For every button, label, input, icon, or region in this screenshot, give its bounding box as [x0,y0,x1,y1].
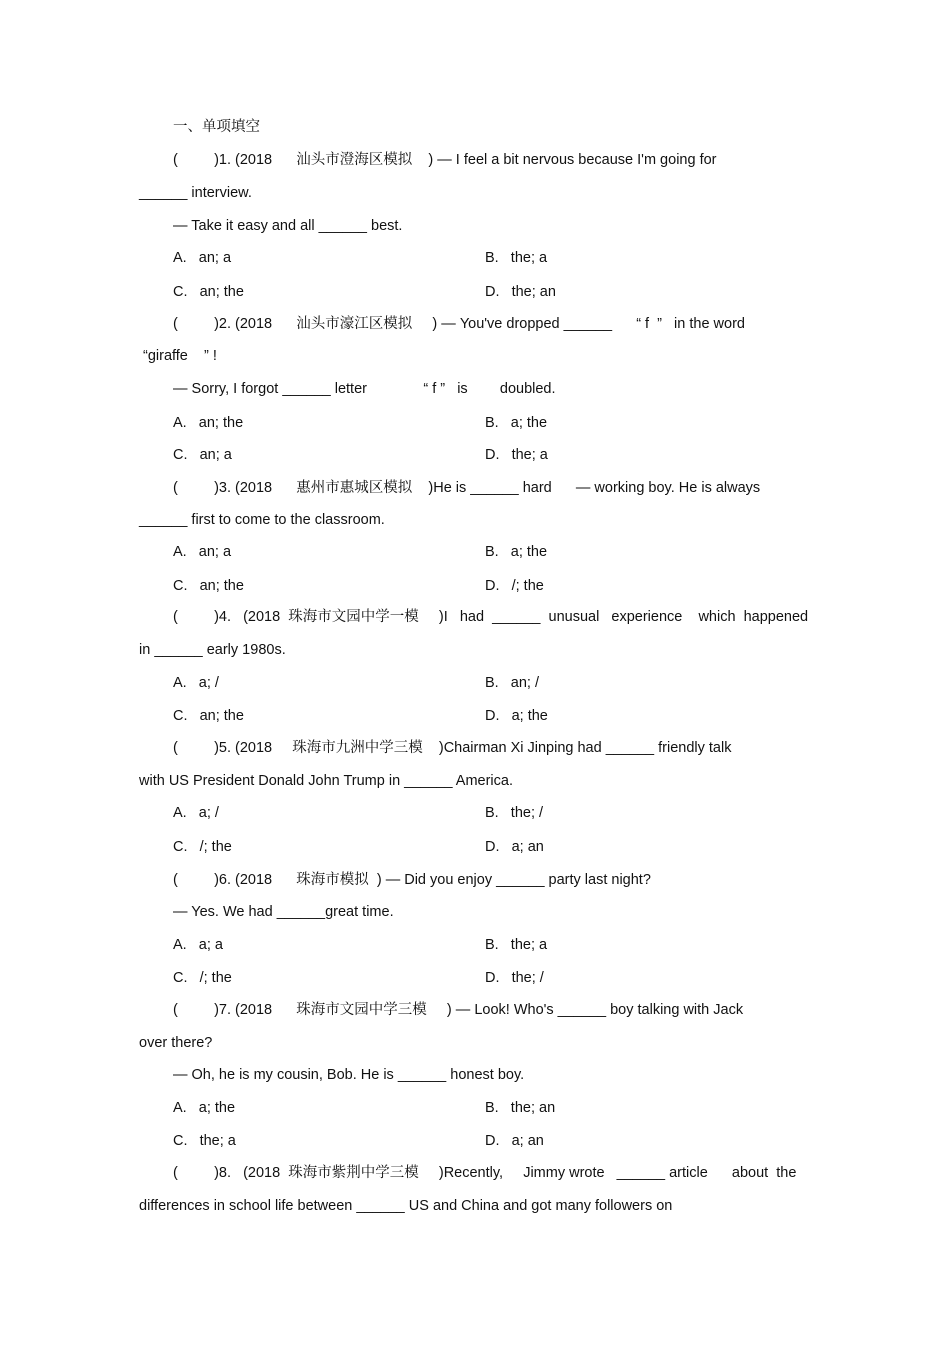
question-1-option-a: A. an; a [173,250,232,266]
question-7-option-d: D. a; an [485,1133,544,1149]
question-4-option-b: B. an; / [485,675,539,691]
question-6-line-1: ( )6. (2018 珠海市模拟 ) — Did you enjoy ______ party last night? [173,872,651,888]
question-2-line-3: — Sorry, I forgot ______ letter “ f ” is doubled. [173,381,556,397]
question-2-line-2: “giraffe ” ! [143,348,217,364]
question-7-option-c: C. the; a [173,1133,236,1149]
question-6-line-2: — Yes. We had ______great time. [173,904,394,920]
question-1-option-c: C. an; the [173,284,244,300]
question-3-option-d: D. /; the [485,578,544,594]
question-4-line-1: ( )4. (2018 珠海市文园中学一模 )I had ______ unusual experience which happened [173,609,809,625]
question-4-line-2: in ______ early 1980s. [139,642,286,658]
question-1-option-d: D. the; an [485,284,556,300]
question-7-option-b: B. the; an [485,1100,556,1116]
question-6-option-b: B. the; a [485,937,548,953]
question-1-line-3: — Take it easy and all ______ best. [173,218,403,234]
question-7-line-3: — Oh, he is my cousin, Bob. He is ______ honest boy. [173,1067,525,1083]
section-title: 一、单项填空 [173,119,260,135]
question-5-option-c: C. /; the [173,839,232,855]
question-1-line-1: ( )1. (2018 汕头市澄海区模拟 ) — I feel a bit nervous because I'm going for [173,152,717,168]
question-3-line-1: ( )3. (2018 惠州市惠城区模拟 )He is ______ hard — working boy. He is always [173,480,761,496]
question-3-line-2: ______ first to come to the classroom. [139,512,385,528]
question-5-option-a: A. a; / [173,805,219,821]
question-2-option-c: C. an; a [173,447,232,463]
question-7-line-1: ( )7. (2018 珠海市文园中学三模 ) — Look! Who's ______ boy talking with Jack [173,1002,744,1018]
question-3-option-a: A. an; a [173,544,232,560]
question-7-option-a: A. a; the [173,1100,236,1116]
question-6-option-d: D. the; / [485,970,544,986]
question-4-option-d: D. a; the [485,708,548,724]
question-1-option-b: B. the; a [485,250,548,266]
question-2-option-d: D. the; a [485,447,548,463]
question-6-option-a: A. a; a [173,937,223,953]
question-7-line-2: over there? [139,1035,213,1051]
question-1-line-2: ______ interview. [139,185,252,201]
question-4-option-c: C. an; the [173,708,244,724]
question-2-option-b: B. a; the [485,415,548,431]
question-4-option-a: A. a; / [173,675,219,691]
question-2-option-a: A. an; the [173,415,244,431]
question-6-option-c: C. /; the [173,970,232,986]
question-5-line-2: with US President Donald John Trump in ______ America. [139,773,513,789]
question-3-option-c: C. an; the [173,578,244,594]
question-5-option-b: B. the; / [485,805,544,821]
question-5-line-1: ( )5. (2018 珠海市九洲中学三模 )Chairman Xi Jinping had ______ friendly talk [173,740,732,756]
question-8-line-1: ( )8. (2018 珠海市紫荆中学三模 )Recently, Jimmy wrote ______ article about the [173,1165,797,1181]
question-5-option-d: D. a; an [485,839,544,855]
question-8-line-2: differences in school life between ______ US and China and got many followers on [139,1198,673,1214]
question-3-option-b: B. a; the [485,544,548,560]
question-2-line-1: ( )2. (2018 汕头市濠江区模拟 ) — You've dropped ______ “ f ” in the word [173,316,745,332]
